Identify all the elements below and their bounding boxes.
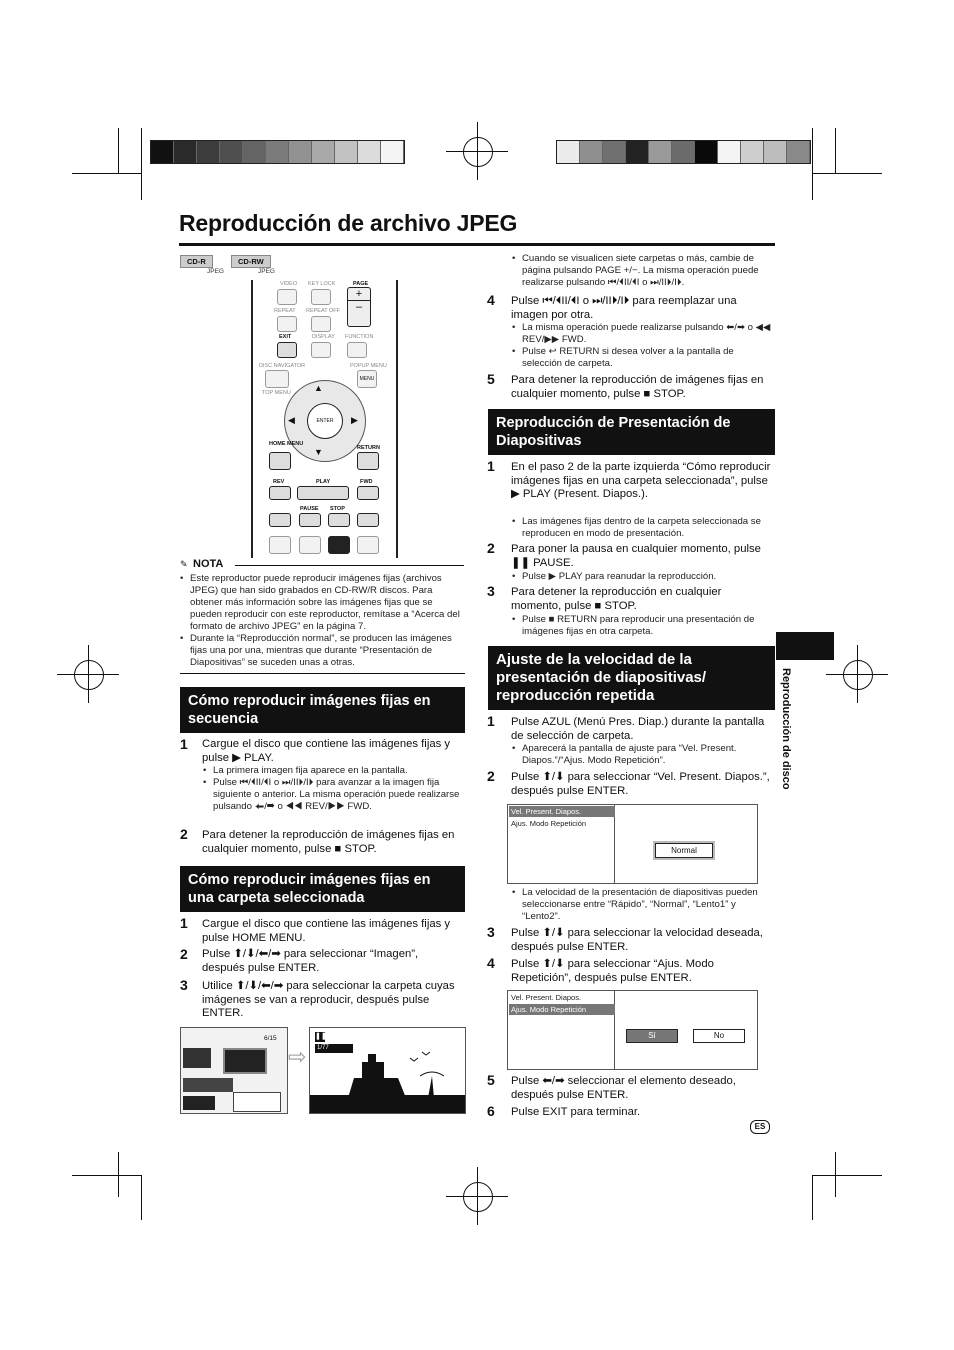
arrow-icon: ⇨ (288, 1044, 307, 1069)
step-number: 4 (487, 955, 495, 971)
dpad-right-icon: ▶ (351, 415, 358, 425)
remote-btn-color (299, 536, 321, 554)
remote-label-rev: REV (273, 479, 285, 485)
step-number: 4 (487, 292, 495, 308)
remote-label-homemenu: HOME MENU (269, 441, 304, 447)
remote-btn-popup: MENU (357, 370, 377, 388)
color-swatch (220, 141, 243, 163)
remote-btn-return (357, 452, 379, 470)
page-minus: – (348, 300, 370, 313)
section-heading-speed-repeat: Ajuste de la velocidad de la presentación de diapositivas/ reproducción repetida (488, 646, 775, 710)
section-heading-sequence: Cómo reproducir imágenes fijas en secuencia (180, 687, 465, 733)
badge-cdrw: CD-RW (231, 255, 271, 268)
crop-mark (141, 128, 142, 200)
crop-mark (118, 1152, 119, 1197)
crop-mark (835, 1152, 836, 1197)
color-swatch (335, 141, 358, 163)
nota-icon: ✎ (180, 559, 188, 569)
remote-btn-rev (269, 486, 291, 500)
step-number: 5 (487, 1072, 495, 1088)
color-swatch (672, 141, 695, 163)
step-text: Cargue el disco que contiene las imágenes fijas y pulse HOME MENU. (202, 918, 451, 944)
step-text: Pulse ⬆/⬇/⬅/➡ para seleccionar “Imagen”, después pulse ENTER. (202, 948, 419, 974)
thumbnail (183, 1048, 211, 1068)
color-bar-right (556, 140, 811, 164)
remote-btn-page (347, 287, 371, 327)
remote-control-illustration (251, 280, 398, 558)
menu-row-selected: Ajus. Modo Repetición (509, 1004, 615, 1015)
pause-icon: ❚❚ (315, 1033, 327, 1040)
crop-mark (141, 1175, 142, 1220)
thumbnail (223, 1048, 267, 1074)
color-bar-left (150, 140, 405, 164)
remote-btn-discnav (265, 370, 289, 388)
section-heading-folder: Cómo reproducir imágenes fijas en una carpeta seleccionada (180, 866, 465, 912)
step-number: 3 (180, 977, 188, 993)
step-bullet: • Pulse ■ RETURN para reproducir una presentación de imágenes fijas en otra carpeta. (522, 614, 774, 638)
remote-btn-video (277, 289, 297, 305)
step-text: Pulse ⏮/⏴II/⏴I o ⏭/II⏵/I⏵ para reemplazar una imagen por otra. (511, 295, 737, 321)
step-bullet: • La misma operación puede realizarse pulsando ⬅/➡ o ◀◀ REV/▶▶ FWD. (522, 322, 774, 346)
step-bullet: • La velocidad de la presentación de diapositivas pueden seleccionarse entre “Rápido”, “Normal”, “Lento1” y “Lento2”. (522, 887, 774, 923)
remote-btn-skip-fwd (357, 513, 379, 527)
remote-label-return: RETURN (357, 445, 380, 451)
color-swatch (603, 141, 626, 163)
step-number: 5 (487, 371, 495, 387)
menu-row: Vel. Present. Diapos. (511, 993, 582, 1002)
color-swatch (649, 141, 672, 163)
language-badge: ES (750, 1120, 770, 1134)
remote-label-repeatoff: REPEAT OFF (306, 308, 341, 314)
remote-label-fwd: FWD (360, 479, 373, 485)
dpad-up-icon: ▲ (314, 383, 323, 393)
remote-label-exit: EXIT (279, 334, 292, 340)
side-tab-block (776, 632, 834, 660)
remote-label-page: PAGE (353, 281, 369, 287)
side-tab-label: Reproducción de disco (780, 668, 792, 790)
color-swatch (266, 141, 289, 163)
badge-cdr: CD-R (180, 255, 213, 268)
badge-jpeg-label: JPEG (207, 268, 224, 275)
remote-btn-pause (299, 513, 321, 527)
dpad-down-icon: ▼ (314, 447, 323, 457)
color-swatch (557, 141, 580, 163)
step-bullet: • Pulse ⏮/⏴II/⏴I o ⏭/II⏵/I⏵ para avanzar a la imagen fija siguiente o anterior. La misma operación puede realizarse pulsando ⬅/➡ o ◀◀ REV/▶▶ FWD. (213, 777, 465, 813)
nota-item: • Este reproductor puede reproducir imágenes fijas (archivos JPEG) que han sido grabados en CD-RW/R discos. Para obtener más información sobre las imágenes fijas que se pueden reproducir con este reproductor, remítase a “Acerca del formato de archivo JPEG” en la página 7. (190, 573, 466, 633)
color-swatch (695, 141, 718, 163)
nota-item: • Durante la “Reproducción normal”, se producen las imágenes fijas una por una, mientras que durante “Presentación de Diapositivas” se suceden unas a otras. (190, 633, 466, 669)
step-text: Cargue el disco que contiene las imágenes fijas y pulse ▶ PLAY. (202, 738, 451, 764)
remote-btn-stop (328, 513, 350, 527)
crop-mark (812, 173, 882, 174)
remote-label-topmenu: TOP MENU (262, 390, 291, 396)
remote-btn-home (269, 452, 291, 470)
dpad-left-icon: ◀ (288, 415, 295, 425)
step-bullet: • Pulse ▶ PLAY para reanudar la reproducción. (522, 571, 774, 583)
remote-btn-display (311, 342, 331, 358)
remote-label-discnav: DISC NAVIGATOR (259, 363, 306, 369)
step-number: 2 (487, 540, 495, 556)
color-swatch (764, 141, 787, 163)
color-swatch (174, 141, 197, 163)
step-number: 6 (487, 1103, 495, 1119)
remote-btn-enter: ENTER (307, 403, 343, 439)
step-number: 2 (487, 768, 495, 784)
step-bullet: • Aparecerá la pantalla de ajuste para “Vel. Present. Diapos.”/“Ajus. Modo Repetición”. (522, 743, 774, 767)
remote-btn-repeatoff (311, 316, 331, 332)
thumbnail (233, 1092, 281, 1112)
step-text: Pulse AZUL (Menú Pres. Diap.) durante la pantalla de selección de carpeta. (511, 716, 765, 742)
speed-value-box: Normal (655, 843, 713, 858)
thumb-counter: 6/15 (264, 1035, 277, 1042)
step-number: 3 (487, 583, 495, 599)
step-number: 1 (487, 458, 495, 474)
crop-mark (118, 128, 119, 173)
step-bullet: • La primera imagen fija aparece en la pantalla. (213, 765, 465, 777)
remote-btn-color (357, 536, 379, 554)
remote-btn-play (297, 486, 349, 500)
step-bullet: • Las imágenes fijas dentro de la carpeta seleccionada se reproducen en modo de presentación. (522, 516, 774, 540)
menu-row-selected: Vel. Present. Diapos. (509, 806, 615, 817)
step-text: Pulse EXIT para terminar. (511, 1106, 641, 1118)
step-text: En el paso 2 de la parte izquierda “Cómo reproducir imágenes fijas en una carpeta seleccionada”, pulse ▶ PLAY (Present. Diapos.). (511, 461, 771, 500)
color-swatch (197, 141, 220, 163)
remote-btn-exit (277, 342, 297, 358)
repeat-settings-screen (507, 990, 758, 1070)
registration-target-top (463, 137, 493, 167)
color-swatch (580, 141, 603, 163)
color-swatch (741, 141, 764, 163)
step-number: 1 (180, 736, 188, 752)
remote-btn-keylock (311, 289, 331, 305)
repeat-no-option: No (693, 1029, 745, 1043)
nota-rule (235, 565, 464, 566)
step-text: Para poner la pausa en cualquier momento, pulse ❚❚ PAUSE. (511, 543, 761, 569)
remote-label-display: DISPLAY (312, 334, 335, 340)
crop-mark (812, 1175, 882, 1176)
color-swatch (358, 141, 381, 163)
color-swatch (718, 141, 741, 163)
page-plus: + (355, 288, 363, 300)
remote-label-popup: POPUP MENU (350, 363, 387, 369)
speed-settings-screen (507, 804, 758, 884)
color-swatch (626, 141, 649, 163)
remote-label-stop: STOP (330, 506, 345, 512)
color-swatch (289, 141, 312, 163)
step-text: Utilice ⬆/⬇/⬅/➡ para seleccionar la carpeta cuyas imágenes se van a reproducir, después pulse ENTER. (202, 980, 455, 1019)
step-text: Para detener la reproducción de imágenes fijas en cualquier momento, pulse ■ STOP. (511, 374, 764, 400)
photo-counter: 1/77 (317, 1045, 329, 1051)
remote-btn-repeat (277, 316, 297, 332)
section-heading-slideshow: Reproducción de Presentación de Diapositivas (488, 409, 775, 455)
color-swatch (312, 141, 335, 163)
step-text: Para detener la reproducción de imágenes fijas en cualquier momento, pulse ■ STOP. (202, 829, 455, 855)
thumbnail (183, 1078, 233, 1092)
remote-label-pause: PAUSE (300, 506, 319, 512)
step-number: 3 (487, 924, 495, 940)
ship-illustration (310, 1048, 465, 1113)
crop-mark (835, 128, 836, 173)
remote-btn-function (347, 342, 367, 358)
step-text: Pulse ⬆/⬇ para seleccionar “Ajus. Modo Repetición”, después pulse ENTER. (511, 958, 714, 984)
remote-label-function: FUNCTION (345, 334, 374, 340)
color-swatch (243, 141, 266, 163)
remote-label-video: VIDEO (280, 281, 298, 287)
step-number: 2 (180, 946, 188, 962)
crop-mark (812, 128, 813, 200)
remote-label-keylock: KEY LOCK (308, 281, 336, 287)
step-bullet: • Cuando se visualicen siete carpetas o más, cambie de página pulsando PAGE +/−. La misma operación puede realizarse pulsando ⏮/⏴II/⏴I o ⏭/II⏵/I⏵. (522, 253, 774, 289)
step-text: Pulse ⬆/⬇ para seleccionar la velocidad deseada, después pulse ENTER. (511, 927, 763, 953)
nota-bottom-rule (180, 673, 465, 674)
registration-target-left (74, 660, 104, 690)
crop-mark (812, 1175, 813, 1220)
step-number: 2 (180, 826, 188, 842)
thumbnail (183, 1096, 215, 1110)
step-text: Pulse ⬆/⬇ para seleccionar “Vel. Present. Diapos.”, después pulse ENTER. (511, 771, 770, 797)
page-title: Reproducción de archivo JPEG (179, 210, 518, 236)
remote-btn-skip-back (269, 513, 291, 527)
color-swatch (787, 141, 810, 163)
step-text: Para detener la reproducción en cualquier momento, pulse ■ STOP. (511, 586, 722, 612)
remote-btn-color-blue (328, 536, 350, 554)
remote-label-play: PLAY (316, 479, 331, 485)
nota-title: NOTA (193, 558, 224, 570)
photo-screen (309, 1027, 466, 1114)
step-number: 1 (180, 915, 188, 931)
step-text: Pulse ⬅/➡ seleccionar el elemento deseado, después pulse ENTER. (511, 1075, 736, 1101)
step-number: 1 (487, 713, 495, 729)
crop-mark (72, 173, 142, 174)
remote-btn-fwd (357, 486, 379, 500)
registration-target-right (843, 660, 873, 690)
remote-label-repeat: REPEAT (274, 308, 296, 314)
step-bullet: • Pulse ↩ RETURN si desea volver a la pantalla de selección de carpeta. (522, 346, 774, 370)
crop-mark (72, 1175, 142, 1176)
remote-dpad (284, 380, 366, 462)
menu-row: Ajus. Modo Repetición (511, 819, 587, 828)
badge-jpeg-label: JPEG (258, 268, 275, 275)
color-swatch (381, 141, 404, 163)
registration-target-bottom (463, 1182, 493, 1212)
title-rule (179, 243, 775, 246)
repeat-yes-option: Sí (626, 1029, 678, 1043)
color-swatch (151, 141, 174, 163)
folder-thumbnail-screen (180, 1027, 288, 1114)
remote-btn-color (269, 536, 291, 554)
